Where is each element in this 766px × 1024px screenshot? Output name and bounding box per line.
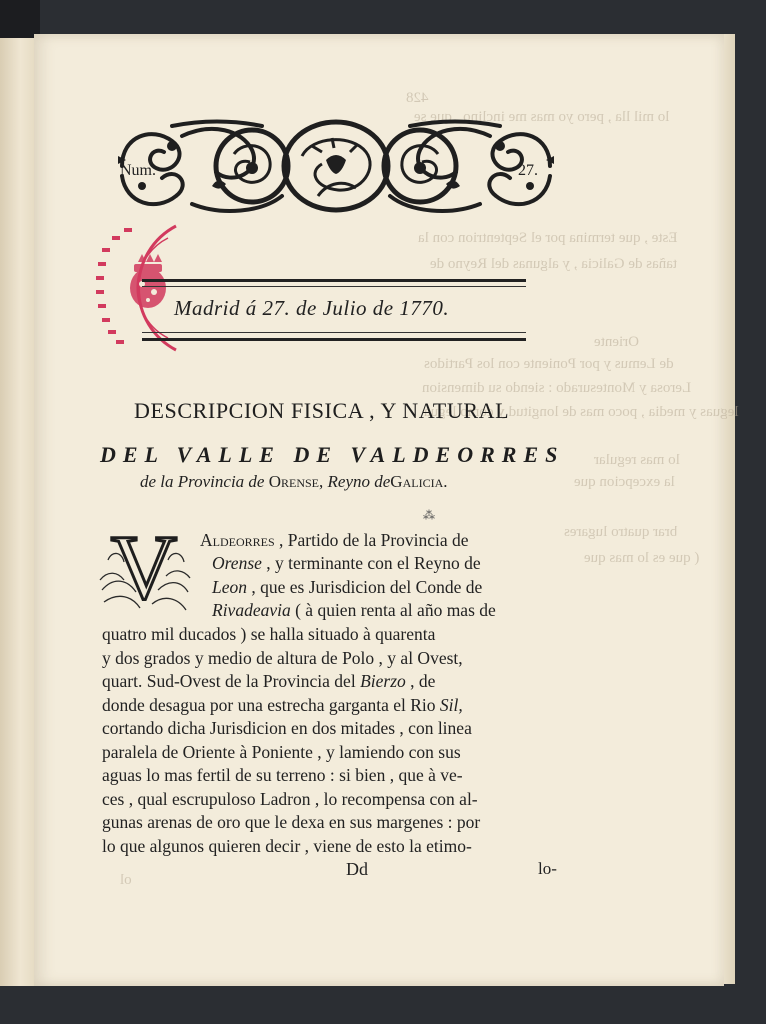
bleed-through-text: lo mil lla , pero yo mas me inclino , que se — [414, 109, 670, 125]
body-line-12: ces , qual escrupuloso Ladron , lo recompensa con al- — [102, 789, 478, 809]
body-line-1-b: , Partido de la Provincia de — [274, 530, 469, 550]
catchword: lo- — [538, 859, 557, 878]
body-line-4-b: ( à quien renta al año mas de — [290, 600, 496, 620]
body-line-2-a: Orense — [212, 553, 262, 573]
body-line-8 — [102, 695, 463, 716]
bleed-through-text: Oriente — [594, 334, 639, 350]
issue-number-value: 27. — [518, 162, 538, 179]
body-line-7-c: , de — [405, 671, 436, 691]
body-line-1 — [200, 530, 469, 551]
title-line-1: DESCRIPCION FISICA , Y NATURAL — [134, 398, 510, 423]
bleed-through-text: ol — [120, 872, 132, 888]
bleed-through-text: de Lemus y por Poniente con los Partidos — [424, 356, 674, 372]
title-line-3 — [140, 472, 447, 492]
issue-number-label: Num. — [120, 162, 156, 179]
body-line-3-b: , que es Jurisdicion del Conde de — [247, 577, 483, 597]
body-line-9: cortando dicha Jurisdicion en dos mitades , con linea — [102, 718, 472, 738]
bleed-through-text: 428 — [406, 90, 429, 106]
body-line-1-a: Aldeorres — [200, 530, 275, 550]
book-spine-dark — [0, 0, 40, 38]
body-line-8-a: donde desagua por una estrecha garganta el Rio — [102, 695, 440, 715]
title-line-3-c: , — [319, 472, 324, 491]
bleed-through-text: Este , que termina por el Septentrion con la — [418, 230, 678, 246]
library-stamp — [92, 218, 184, 358]
title-line-3-e: Galicia. — [390, 472, 448, 491]
bleed-through-text: tañas de Galicia , y algunas del Reyno de — [430, 256, 678, 272]
title-line-3-d: Reyno de — [327, 472, 391, 491]
rule-top-thick — [142, 279, 526, 282]
body-line-3 — [212, 577, 482, 598]
ornamental-headpiece-woodcut — [112, 116, 560, 220]
bleed-through-text: lo mas regular — [594, 452, 680, 468]
body-line-7-b: Bierzo — [360, 671, 406, 691]
bleed-through-text: la excepcion que — [574, 474, 675, 490]
title-line-3-a: de la Provincia de — [140, 472, 265, 491]
bleed-through-text: leguas y media , poco mas de longitud y como legua — [424, 404, 739, 420]
rule-top-thin — [142, 286, 526, 287]
body-line-13: gunas arenas de oro que le dexa en sus margenes : por — [102, 812, 481, 832]
left-page-edge — [0, 38, 35, 986]
body-line-6: y dos grados y medio de altura de Polo , y al Ovest, — [102, 648, 463, 668]
body-line-8-b: Sil, — [439, 695, 463, 715]
body-line-11: aguas lo mas fertil de su terreno : si bien , que à ve- — [102, 765, 463, 785]
small-ornament: ⁂ — [423, 508, 435, 522]
body-line-10: paralela de Oriente à Poniente , y lamiendo con sus — [102, 742, 461, 762]
body-line-7-a: quart. Sud-Ovest de la Provincia del — [102, 671, 361, 691]
title-line-2: DEL VALLE DE VALDEORRES — [100, 442, 565, 467]
body-line-4-a: Rivadeavia — [212, 600, 291, 620]
body-line-4 — [212, 600, 496, 621]
signature-mark: Dd — [346, 859, 368, 879]
rule-bottom-thin — [142, 332, 526, 333]
bleed-through-text: ( que es lo mas que — [584, 550, 700, 566]
body-line-2-b: , y terminante con el Reyno de — [261, 553, 481, 573]
body-line-2 — [212, 553, 481, 574]
rule-bottom-thick — [142, 338, 526, 341]
title-line-3-b: Orense — [268, 472, 320, 491]
book-page — [34, 34, 739, 986]
decorated-initial — [98, 520, 192, 616]
dateline: Madrid á 27. de Julio de 1770. — [174, 296, 450, 320]
body-line-14: lo que algunos quieren decir , viene de esto la etimo- — [102, 836, 472, 856]
bleed-through-text: Lerosa y Montesurado : siendo su dimension — [422, 380, 692, 396]
bleed-through-text: brar quatro lugares — [564, 524, 678, 540]
body-line-5: quatro mil ducados ) se halla situado à quarenta — [102, 624, 436, 644]
body-line-7 — [102, 671, 435, 692]
dropcap-letter: V — [110, 520, 178, 616]
body-line-3-a: Leon — [212, 577, 247, 597]
